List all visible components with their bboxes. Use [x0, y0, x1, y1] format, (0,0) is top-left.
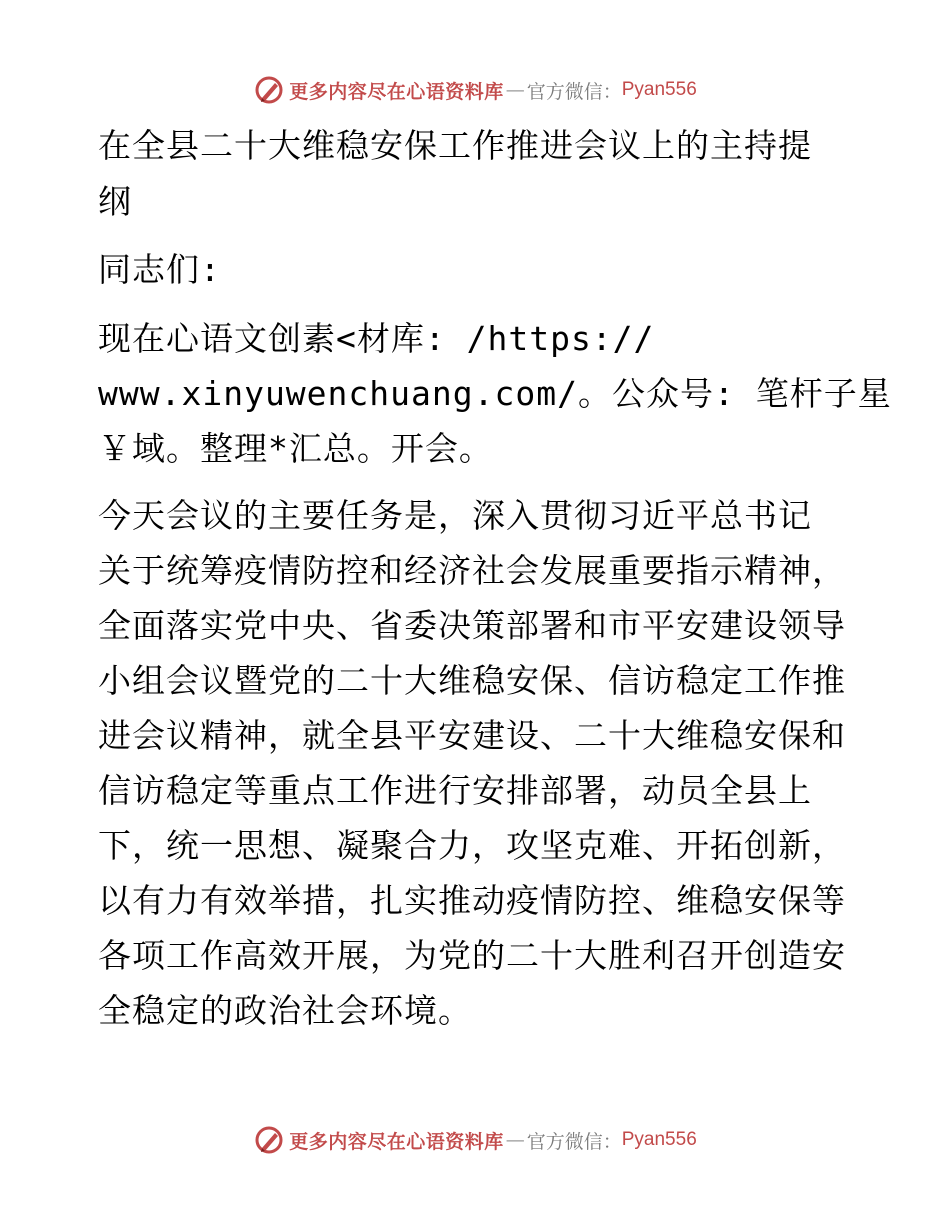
- paragraph-1-line-1: 现在心语文创素<材库: /https://: [98, 319, 655, 358]
- paragraph-2-line-1: 今天会议的主要任务是，深入贯彻习近平总书记: [98, 496, 812, 535]
- watermark-official-label: 官方微信：: [526, 1130, 622, 1153]
- document-title-line-2: 纲: [98, 182, 132, 221]
- paragraph-2-line-2: 关于统筹疫情防控和经济社会发展重要指示精神，: [98, 551, 846, 590]
- document-title-line-1: 在全县二十大维稳安保工作推进会议上的主持提: [98, 126, 812, 165]
- paragraph-2-line-5: 进会议精神，就全县平安建设、二十大维稳安保和: [98, 716, 846, 755]
- salutation: 同志们:: [98, 250, 221, 289]
- watermark-dash: —: [505, 79, 525, 101]
- paragraph-2-line-10: 全稳定的政治社会环境。: [98, 991, 472, 1030]
- pen-circle-logo-icon: [253, 1124, 285, 1156]
- watermark-official-label: 官方微信：: [526, 80, 622, 103]
- watermark-dash: —: [505, 1129, 525, 1151]
- paragraph-2-line-7: 下，统一思想、凝聚合力，攻坚克难、开拓创新，: [98, 826, 846, 865]
- header-watermark: [0, 70, 950, 110]
- paragraph-1-line-2: www.xinyuwenchuang.com/。公众号: 笔杆子星: [98, 374, 892, 413]
- document-body: [98, 118, 892, 1038]
- footer-watermark: [0, 1120, 950, 1160]
- paragraph-2-line-6: 信访稳定等重点工作进行安排部署，动员全县上: [98, 771, 812, 810]
- paragraph-2-line-9: 各项工作高效开展，为党的二十大胜利召开创造安: [98, 936, 846, 975]
- paragraph-1-line-3: ￥域。整理*汇总。开会。: [98, 429, 493, 468]
- paragraph-2-line-4: 小组会议暨党的二十大维稳安保、信访稳定工作推: [98, 661, 846, 700]
- paragraph-2-line-8: 以有力有效举措，扎实推动疫情防控、维稳安保等: [98, 881, 846, 920]
- watermark-wechat-id: Pyan556: [621, 1129, 697, 1150]
- watermark-wechat-id: Pyan556: [621, 79, 697, 100]
- pen-circle-logo-icon: [253, 74, 285, 106]
- watermark-brand-text: 更多内容尽在心语资料库: [289, 1130, 504, 1153]
- paragraph-2-line-3: 全面落实党中央、省委决策部署和市平安建设领导: [98, 606, 846, 645]
- watermark-brand-text: 更多内容尽在心语资料库: [289, 80, 504, 103]
